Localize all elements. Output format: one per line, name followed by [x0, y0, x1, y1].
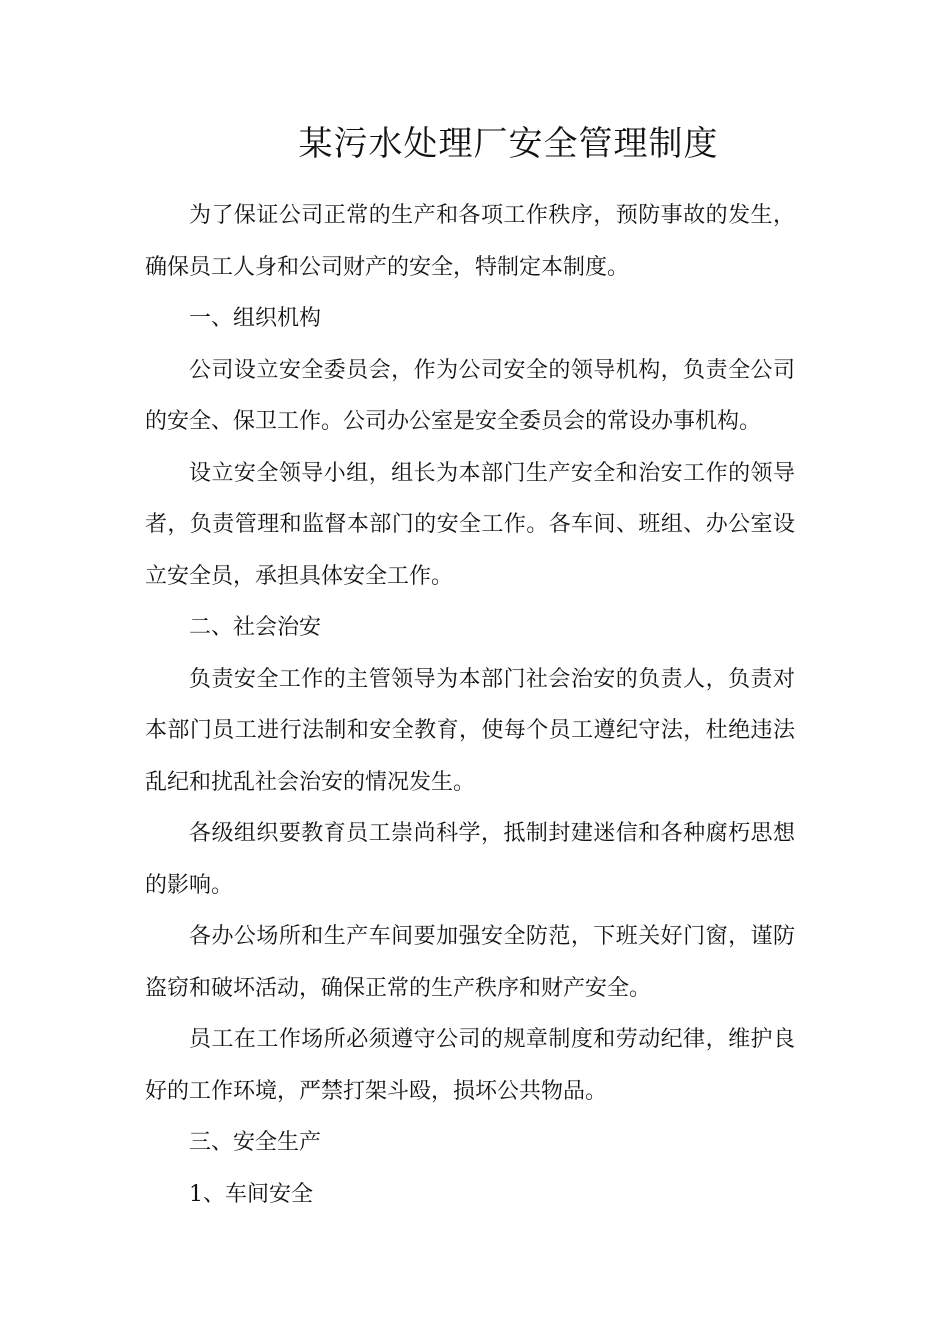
section-heading-organization: 一、组织机构 — [189, 306, 322, 331]
paragraph-safety-committee: 公司设立安全委员会，作为公司安全的领导机构，负责全公司的安全、保卫工作。公司办公室是安全委员会的常设办事机构。 — [145, 357, 795, 434]
document-body — [145, 190, 795, 1220]
subsection-heading-workshop-safety: 1、车间安全 — [189, 1181, 313, 1207]
paragraph-prevention: 各办公场所和生产车间要加强安全防范，下班关好门窗，谨防盗窃和破坏活动，确保正常的生产秩序和财产安全。 — [145, 924, 795, 1001]
section-heading-production-safety: 三、安全生产 — [189, 1130, 322, 1155]
intro-paragraph: 为了保证公司正常的生产和各项工作秩序，预防事故的发生，确保员工人身和公司财产的安全，特制定本制度。 — [145, 203, 795, 280]
section-heading-public-security: 二、社会治安 — [189, 615, 322, 640]
paragraph-discipline: 员工在工作场所必须遵守公司的规章制度和劳动纪律，维护良好的工作环境，严禁打架斗殴，损坏公共物品。 — [145, 1027, 795, 1104]
paragraph-education: 各级组织要教育员工崇尚科学，抵制封建迷信和各种腐朽思想的影响。 — [145, 821, 795, 898]
paragraph-security-responsibility: 负责安全工作的主管领导为本部门社会治安的负责人，负责对本部门员工进行法制和安全教育，使每个员工遵纪守法，杜绝违法乱纪和扰乱社会治安的情况发生。 — [145, 666, 795, 795]
paragraph-safety-group: 设立安全领导小组，组长为本部门生产安全和治安工作的领导者，负责管理和监督本部门的安全工作。各车间、班组、办公室设立安全员，承担具体安全工作。 — [145, 460, 795, 589]
document-title: 某污水处理厂安全管理制度 — [298, 124, 719, 164]
